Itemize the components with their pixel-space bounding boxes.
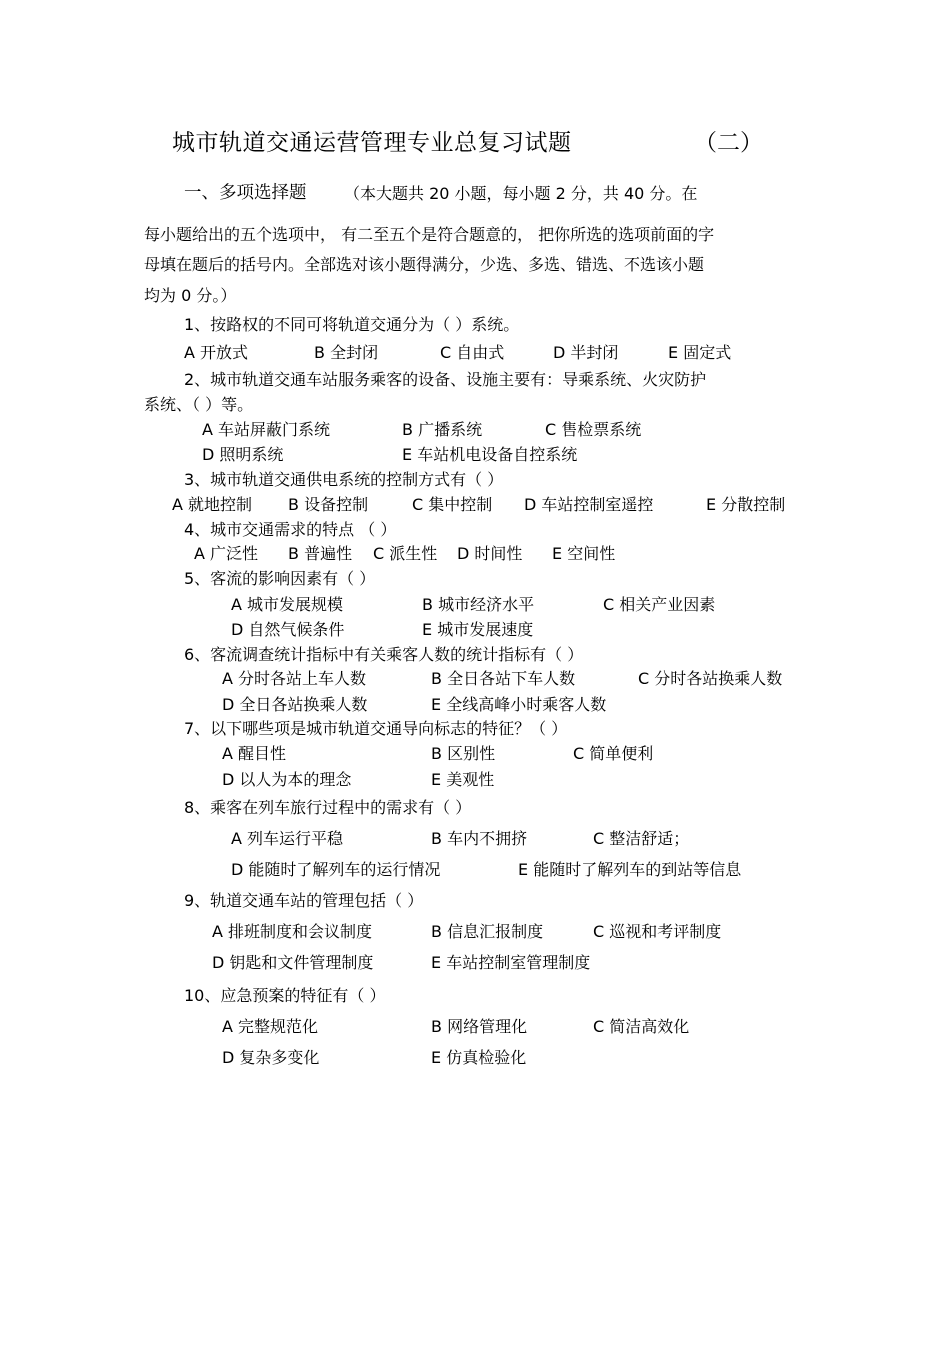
option-c: C 整洁舒适； [593,829,690,848]
question-stem: 1、按路权的不同可将轨道交通分为（ ）系统。 [184,315,520,334]
question-stem: 9、轨道交通车站的管理包括（ ） [184,891,424,910]
option-d: D 时间性 [457,544,523,563]
option-e: E 固定式 [668,343,732,362]
option-e: E 分散控制 [706,495,786,514]
question-stem: 2、城市轨道交通车站服务乘客的设备、设施主要有：导乘系统、火灾防护 [184,370,707,389]
option-a: A 列车运行平稳 [231,829,344,848]
option-a: A 车站屏蔽门系统 [202,420,331,439]
option-c: C 巡视和考评制度 [593,922,722,941]
option-e: E 全线高峰小时乘客人数 [431,695,607,714]
option-e: E 车站控制室管理制度 [431,953,591,972]
option-c: C 售检票系统 [545,420,642,439]
question-stem: 6、客流调查统计指标中有关乘客人数的统计指标有（ ） [184,645,584,664]
page-title: 城市轨道交通运营管理专业总复习试题 [172,130,572,156]
option-a: A 广泛性 [194,544,259,563]
option-b: B 普遍性 [288,544,353,563]
option-a: A 分时各站上车人数 [222,669,367,688]
option-b: B 区别性 [431,744,496,763]
option-e: E 车站机电设备自控系统 [402,445,578,464]
section-heading: 一、多项选择题 [184,183,307,203]
option-d: D 能随时了解列车的运行情况 [231,860,441,879]
option-a: A 排班制度和会议制度 [212,922,373,941]
question-stem: 8、乘客在列车旅行过程中的需求有（ ） [184,798,472,817]
option-b: B 全日各站下车人数 [431,669,576,688]
option-d: D 全日各站换乘人数 [222,695,368,714]
section-text-line2: 每小题给出的五个选项中， 有二至五个是符合题意的， 把你所选的选项前面的字 [144,225,715,244]
option-b: B 设备控制 [288,495,369,514]
section-text-line4: 均为 0 分。） [144,286,237,305]
option-c: C 自由式 [440,343,505,362]
question-stem: 10、应急预案的特征有（ ） [184,986,386,1005]
option-b: B 广播系统 [402,420,483,439]
question-stem: 7、以下哪些项是城市轨道交通导向标志的特征？（ ） [184,719,568,738]
section-text-line3: 母填在题后的括号内。全部选对该小题得满分，少选、多选、错选、不选该小题 [144,255,705,274]
option-a: A 完整规范化 [222,1017,319,1036]
option-a: A 城市发展规模 [231,595,344,614]
option-c: C 派生性 [373,544,438,563]
option-b: B 城市经济水平 [422,595,535,614]
option-e: E 空间性 [552,544,616,563]
option-b: B 网络管理化 [431,1017,528,1036]
option-c: C 简洁高效化 [593,1017,690,1036]
option-a: A 开放式 [184,343,249,362]
question-stem: 5、客流的影响因素有（ ） [184,569,376,588]
question-stem: 3、城市轨道交通供电系统的控制方式有（ ） [184,470,504,489]
option-e: E 美观性 [431,770,495,789]
option-b: B 信息汇报制度 [431,922,544,941]
option-d: D 半封闭 [553,343,619,362]
question-stem-continued: 系统、（ ）等。 [144,395,254,414]
option-e: E 仿真检验化 [431,1048,527,1067]
option-b: B 全封闭 [314,343,379,362]
option-d: D 照明系统 [202,445,284,464]
page-title-suffix: （二） [694,130,763,156]
option-d: D 复杂多变化 [222,1048,320,1067]
option-d: D 钥匙和文件管理制度 [212,953,374,972]
option-a: A 就地控制 [172,495,253,514]
option-d: D 自然气候条件 [231,620,345,639]
option-c: C 分时各站换乘人数 [638,669,783,688]
option-e: E 能随时了解列车的到站等信息 [518,860,742,879]
option-a: A 醒目性 [222,744,287,763]
section-text-line1: （本大题共 20 小题，每小题 2 分，共 40 分。在 [344,184,698,203]
option-c: C 简单便利 [573,744,654,763]
option-d: D 车站控制室遥控 [524,495,654,514]
option-e: E 城市发展速度 [422,620,534,639]
option-d: D 以人为本的理念 [222,770,352,789]
option-c: C 集中控制 [412,495,493,514]
option-b: B 车内不拥挤 [431,829,528,848]
option-c: C 相关产业因素 [603,595,716,614]
question-stem: 4、城市交通需求的特点 （ ） [184,520,397,539]
